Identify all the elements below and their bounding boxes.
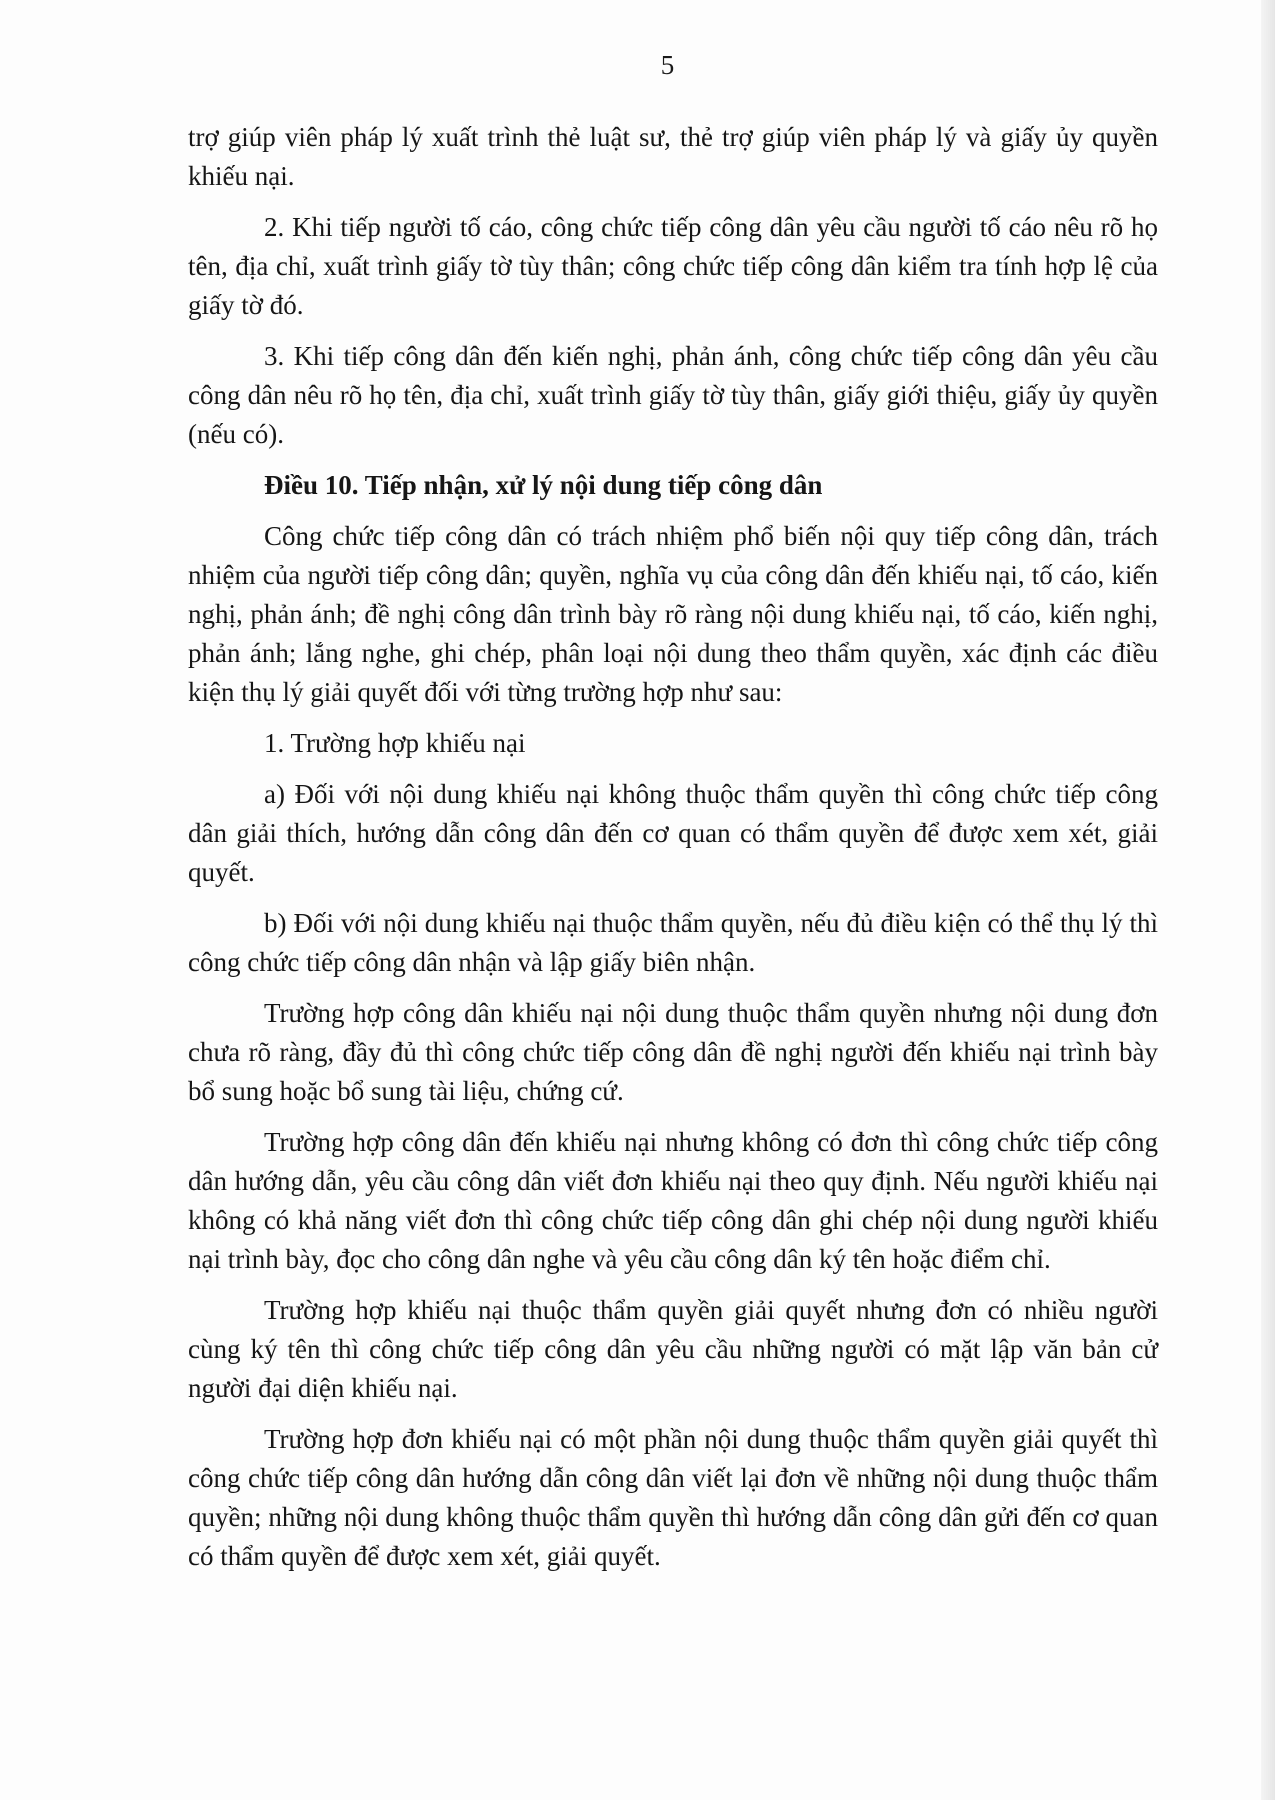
article-paragraph-multiple-signers: Trường hợp khiếu nại thuộc thẩm quyền giải quyết nhưng đơn có nhiều người cùng ký tên thì công chức tiếp công dân yêu cầu những người có mặt lập văn bản cử người đại diện khiếu nại. — [188, 1295, 1158, 1403]
paragraph-continuation: trợ giúp viên pháp lý xuất trình thẻ luật sư, thẻ trợ giúp viên pháp lý và giấy ủy quyền khiếu nại. — [188, 122, 1158, 191]
article-paragraph-point-a: a) Đối với nội dung khiếu nại không thuộc thẩm quyền thì công chức tiếp công dân giải thích, hướng dẫn công dân đến cơ quan có thẩm quyền để được xem xét, giải quyết. — [188, 779, 1158, 887]
article-paragraph-intro: Công chức tiếp công dân có trách nhiệm phổ biến nội quy tiếp công dân, trách nhiệm của người tiếp công dân; quyền, nghĩa vụ của công dân đến khiếu nại, tố cáo, kiến nghị, phản ánh; đề nghị công dân trình bày rõ ràng nội dung khiếu nại, tố cáo, kiến nghị, phản ánh; lắng nghe, ghi chép, phân loại nội dung theo thẩm quyền, xác định các điều kiện thụ lý giải quyết đối với từng trường hợp như sau: — [188, 521, 1158, 707]
article-paragraph-point-b: b) Đối với nội dung khiếu nại thuộc thẩm quyền, nếu đủ điều kiện có thể thụ lý thì công chức tiếp công dân nhận và lập giấy biên nhận. — [188, 908, 1158, 977]
scan-edge — [1261, 0, 1275, 1800]
article-paragraph-incomplete: Trường hợp công dân khiếu nại nội dung thuộc thẩm quyền nhưng nội dung đơn chưa rõ ràng, đầy đủ thì công chức tiếp công dân đề nghị người đến khiếu nại trình bày bổ sung hoặc bổ sung tài liệu, chứng cứ. — [188, 998, 1158, 1106]
document-body — [188, 118, 1158, 1588]
article-paragraph-partial-jurisdiction: Trường hợp đơn khiếu nại có một phần nội dung thuộc thẩm quyền giải quyết thì công chức tiếp công dân hướng dẫn công dân viết lại đơn về những nội dung thuộc thẩm quyền; những nội dung không thuộc thẩm quyền thì hướng dẫn công dân gửi đến cơ quan có thẩm quyền để được xem xét, giải quyết. — [188, 1424, 1158, 1571]
paragraph-clause-2: 2. Khi tiếp người tố cáo, công chức tiếp công dân yêu cầu người tố cáo nêu rõ họ tên, địa chỉ, xuất trình giấy tờ tùy thân; công chức tiếp công dân kiểm tra tính hợp lệ của giấy tờ đó. — [188, 212, 1158, 320]
article-heading: Điều 10. Tiếp nhận, xử lý nội dung tiếp công dân — [264, 470, 823, 500]
page-number: 5 — [660, 50, 675, 80]
paragraph-clause-3: 3. Khi tiếp công dân đến kiến nghị, phản ánh, công chức tiếp công dân yêu cầu công dân nêu rõ họ tên, địa chỉ, xuất trình giấy tờ tùy thân, giấy giới thiệu, giấy ủy quyền (nếu có). — [188, 341, 1158, 449]
article-paragraph-no-petition: Trường hợp công dân đến khiếu nại nhưng không có đơn thì công chức tiếp công dân hướng dẫn, yêu cầu công dân viết đơn khiếu nại theo quy định. Nếu người khiếu nại không có khả năng viết đơn thì công chức tiếp công dân ghi chép nội dung người khiếu nại trình bày, đọc cho công dân nghe và yêu cầu công dân ký tên hoặc điểm chỉ. — [188, 1127, 1158, 1274]
article-paragraph-case-1: 1. Trường hợp khiếu nại — [264, 728, 526, 758]
